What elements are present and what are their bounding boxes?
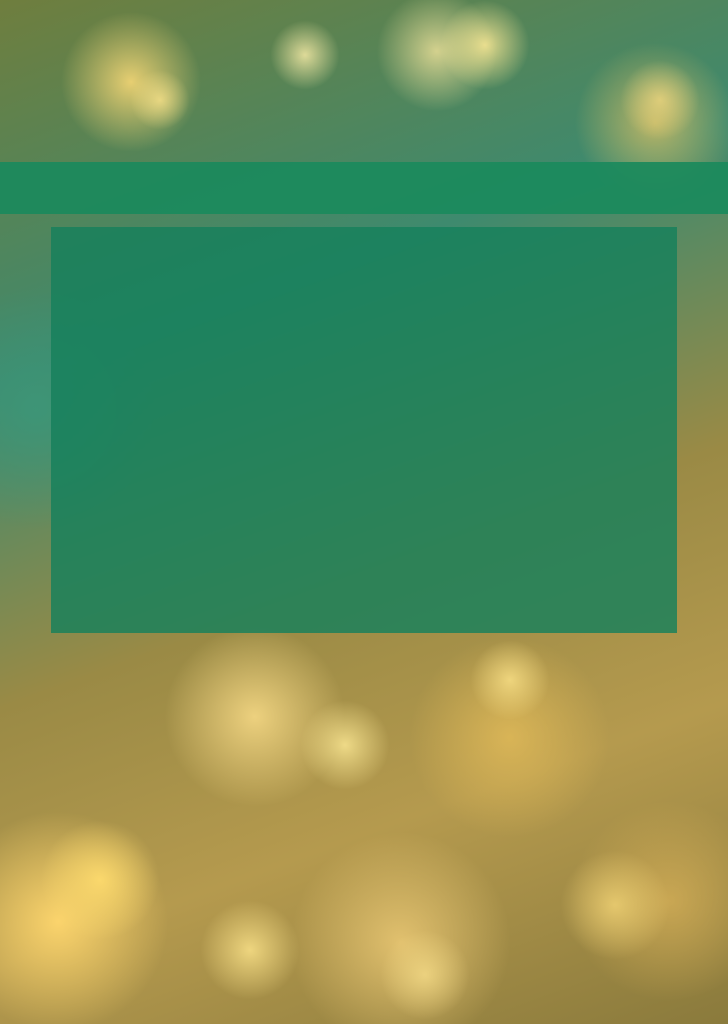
bokeh-light xyxy=(470,640,550,720)
bokeh-light xyxy=(130,70,190,130)
menu-panel xyxy=(51,227,677,633)
bokeh-light xyxy=(380,930,470,1020)
bokeh-light xyxy=(40,820,160,940)
bokeh-light xyxy=(620,60,700,140)
bokeh-light xyxy=(440,0,530,90)
bokeh-light xyxy=(270,20,340,90)
bokeh-light xyxy=(300,700,390,790)
bokeh-light xyxy=(560,850,670,960)
bokeh-light xyxy=(200,900,300,1000)
section-title-band xyxy=(0,162,728,214)
